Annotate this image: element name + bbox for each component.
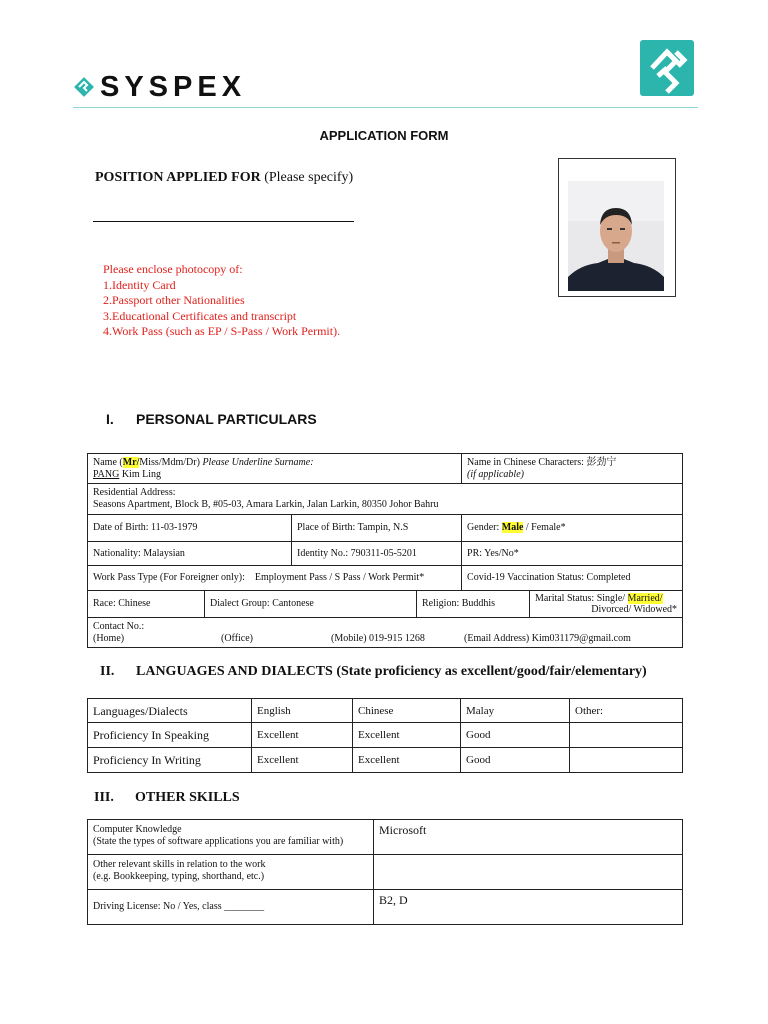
position-hint: (Please specify) [264, 170, 354, 185]
contact-label: Contact No.: [93, 620, 145, 632]
contact-home: (Home) [93, 632, 125, 644]
lang-header-chinese: Chinese [353, 699, 461, 723]
position-applied-label [95, 170, 353, 186]
work-pass-label: Work Pass Type (For Foreigner only): [93, 572, 245, 583]
chinese-name-cell[interactable] [462, 454, 683, 484]
writing-malay[interactable]: Good [461, 748, 570, 773]
gender-selected: Male [501, 522, 524, 533]
marital-cell[interactable] [530, 591, 683, 618]
driving-license-label [88, 890, 374, 925]
section-title: LANGUAGES AND DIALECTS (State proficiency as excellent/good/fair/elementary) [136, 664, 647, 679]
name-label-rest: Miss/Mdm/Dr) [139, 456, 200, 468]
enclose-item: 3.Educational Certificates and transcript [103, 308, 297, 323]
applicant-photo [568, 181, 664, 291]
marital-label: Marital Status: [535, 593, 595, 604]
computer-hint: (State the types of software applications you are familiar with) [93, 836, 344, 847]
name-instruction: Please Underline Surname: [202, 456, 314, 468]
enclose-item: 1.Identity Card [103, 277, 176, 292]
contact-mobile: (Mobile) 019-915 1268 [331, 632, 425, 644]
other-skills-title: Other relevant skills in relation to the work [93, 859, 266, 870]
name-label: Name ( [93, 456, 123, 468]
work-pass-cell[interactable] [88, 566, 462, 591]
speaking-label: Proficiency In Speaking [88, 723, 252, 748]
syspex-emblem-icon [638, 38, 696, 98]
writing-label: Proficiency In Writing [88, 748, 252, 773]
computer-knowledge-label [88, 820, 374, 855]
section-title: PERSONAL PARTICULARS [136, 411, 317, 427]
writing-chinese[interactable]: Excellent [353, 748, 461, 773]
lang-header-english: English [252, 699, 353, 723]
other-skills-hint: (e.g. Bookkeeping, typing, shorthand, etc.) [93, 871, 265, 882]
writing-english[interactable]: Excellent [252, 748, 353, 773]
marital-selected: Married/ [627, 593, 663, 604]
gender-options: / Female* [525, 522, 566, 533]
address-label: Residential Address: [93, 487, 176, 498]
chinese-name-value: 彭劲宁 [586, 456, 617, 468]
enclose-notice [103, 262, 340, 340]
marital-single: Single/ [596, 593, 626, 604]
other-skills-table [87, 819, 683, 925]
personal-particulars-table [87, 453, 683, 648]
section-skills-heading [94, 790, 240, 806]
pob-cell[interactable]: Place of Birth: Tampin, N.S [292, 515, 462, 542]
contact-office: (Office) [221, 632, 254, 644]
address-cell[interactable] [88, 484, 683, 515]
other-skills-value[interactable] [374, 855, 683, 890]
contact-cell[interactable] [88, 618, 683, 648]
section-number: II. [100, 664, 115, 679]
enclose-item: 2.Passport other Nationalities [103, 293, 245, 307]
section-personal-heading [106, 411, 317, 427]
work-pass-options: Employment Pass / S Pass / Work Permit* [254, 572, 425, 583]
languages-table [87, 698, 683, 773]
religion-cell[interactable]: Religion: Buddhis [417, 591, 530, 618]
lang-header-malay: Malay [461, 699, 570, 723]
marital-options: Divorced/ Widowed* [591, 604, 678, 615]
section-title: OTHER SKILLS [135, 790, 240, 805]
given-name-value: Kim Ling [119, 468, 161, 480]
gender-cell[interactable] [462, 515, 683, 542]
race-cell[interactable]: Race: Chinese [88, 591, 205, 618]
form-title: APPLICATION FORM [319, 128, 449, 143]
section-number: III. [94, 790, 114, 805]
section-number: I. [106, 411, 114, 427]
position-label: POSITION APPLIED FOR [95, 170, 261, 185]
pr-cell[interactable]: PR: Yes/No* [462, 542, 683, 566]
driving-license-value[interactable]: B2, D [374, 890, 683, 925]
gender-label: Gender: [467, 522, 500, 533]
dialect-cell[interactable]: Dialect Group: Cantonese [205, 591, 417, 618]
dob-cell[interactable]: Date of Birth: 11-03-1979 [88, 515, 292, 542]
enclose-item: 4.Work Pass (such as EP / S-Pass / Work Permit). [103, 324, 341, 338]
header-divider [73, 107, 698, 108]
speaking-other[interactable] [570, 723, 683, 748]
speaking-chinese[interactable]: Excellent [353, 723, 461, 748]
position-input-line[interactable] [93, 221, 354, 222]
computer-label: Computer Knowledge [93, 824, 182, 835]
syspex-logo-icon [73, 76, 95, 98]
computer-knowledge-value[interactable]: Microsoft [374, 820, 683, 855]
company-logo-text: SYSPEX [100, 71, 247, 103]
speaking-malay[interactable]: Good [461, 723, 570, 748]
speaking-english[interactable]: Excellent [252, 723, 353, 748]
nationality-cell[interactable]: Nationality: Malaysian [88, 542, 292, 566]
name-title-selected: Mr/ [122, 456, 140, 468]
other-skills-label [88, 855, 374, 890]
address-value: Seasons Apartment, Block B, #05-03, Amara Larkin, Jalan Larkin, 80350 Johor Bahru [93, 499, 439, 510]
enclose-intro: Please enclose photocopy of: [103, 262, 243, 276]
chinese-name-label: Name in Chinese Characters: [467, 456, 584, 468]
writing-other[interactable] [570, 748, 683, 773]
lang-header-other[interactable]: Other: [570, 699, 683, 723]
chinese-name-note: (if applicable) [467, 468, 524, 480]
name-cell[interactable] [88, 454, 462, 484]
lang-header-label: Languages/Dialects [88, 699, 252, 723]
surname-value: PANG [93, 468, 120, 480]
driving-label: Driving License: No / Yes, class ________ [93, 901, 265, 912]
contact-email: (Email Address) Kim031179@gmail.com [464, 632, 631, 644]
covid-cell[interactable]: Covid-19 Vaccination Status: Completed [462, 566, 683, 591]
identity-cell[interactable]: Identity No.: 790311-05-5201 [292, 542, 462, 566]
section-languages-heading [100, 664, 647, 680]
